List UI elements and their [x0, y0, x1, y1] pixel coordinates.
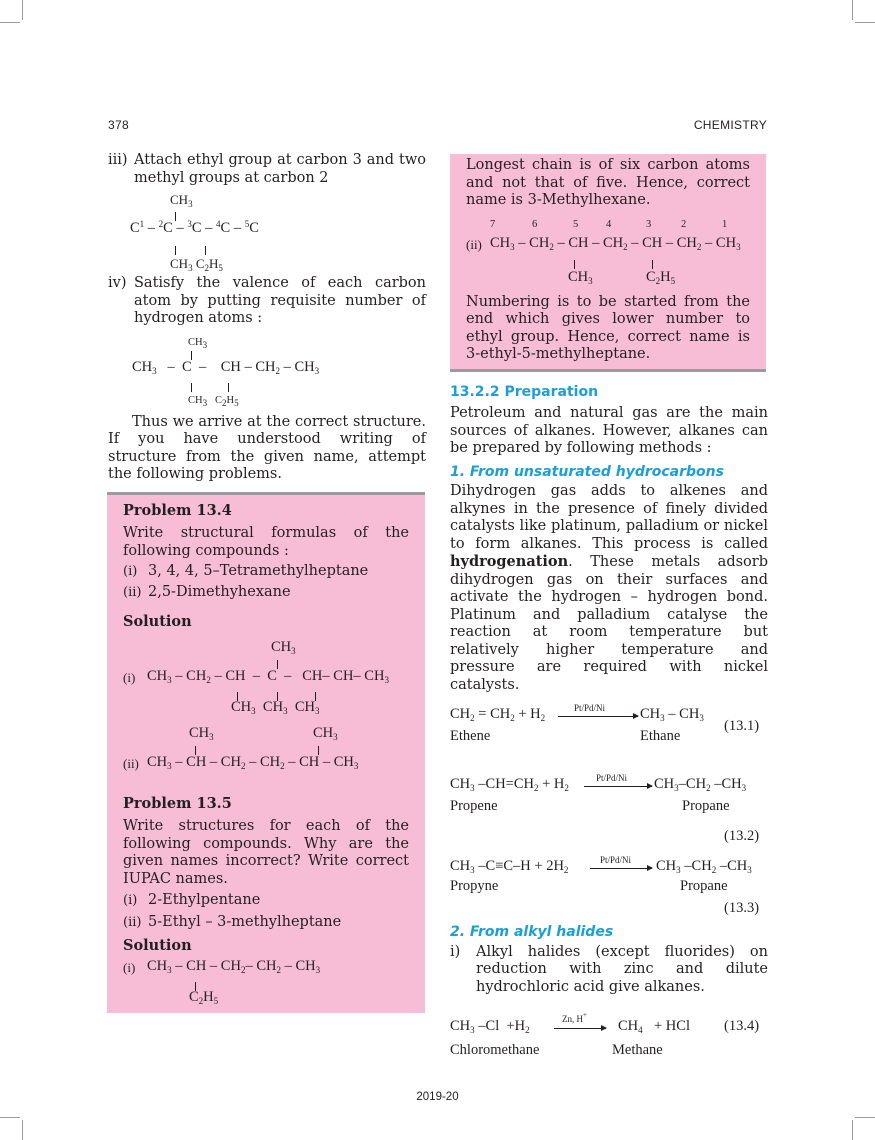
crop-mark [852, 0, 853, 20]
equation-13-3 [450, 856, 768, 918]
carbon-number: 6 [532, 218, 538, 230]
equation-label: (13.2) [724, 828, 760, 844]
reactant-name: Propyne [450, 878, 499, 894]
reactants: $CH_2 = CH_2 + H_2$ [450, 706, 546, 723]
methyl-right: $CH_3$ [313, 724, 338, 742]
method-2-item [450, 944, 768, 997]
reactants: $CH_3$ $-C\equiv C-H + 2H_2$ [450, 858, 569, 875]
method-2-item-number: i) [450, 943, 461, 960]
crop-mark [852, 1120, 853, 1140]
bottom-groups: $CH_3$ $C_2H_5$ [188, 394, 239, 408]
crop-mark [0, 22, 20, 23]
step-4-text: Satisfy the valence of each carbon atom by putting requisite number of hydrogen atoms : [134, 275, 426, 326]
item-label: (ii) [466, 236, 482, 252]
main-chain: $CH_3$ – CH – $CH_2 - CH_2$ – CH – $CH_3$ [147, 753, 359, 771]
product-name: Methane [612, 1042, 663, 1058]
conclusion-paragraph: Thus we arrive at the correct structure. If you have understood writing of structure from the given name, attempt the following problems. [108, 413, 426, 482]
step-4-number: iv) [108, 275, 127, 291]
running-title: CHEMISTRY [693, 118, 767, 132]
catalyst-label: Zn, H+ [562, 1011, 587, 1024]
problem-13-4-items [123, 563, 409, 601]
box-paragraph-2: Numbering is to be started from the end which gives lower number to ethyl group. Hence, correct name is 3-ethyl-5-methylheptane. [466, 293, 750, 362]
reactants: $CH_3$ $-Cl +H_2$ [450, 1018, 530, 1035]
problem-13-5-prompt: Write structures for each of the following compounds. Why are the given names incorrect? Write correct IUPAC names. [123, 818, 409, 887]
carbon-number: 4 [606, 218, 612, 230]
method-2-title: 2. From alkyl halides [450, 924, 614, 940]
equation-label: (13.1) [724, 718, 760, 734]
method-1-title: 1. From unsaturated hydrocarbons [450, 463, 724, 480]
crop-mark [22, 0, 23, 20]
reaction-arrow [558, 716, 638, 717]
equation-label: (13.3) [724, 900, 760, 916]
problem-box-left [107, 492, 425, 1013]
page-number: 378 [108, 118, 129, 132]
product-name: Propane [680, 878, 728, 894]
problem-13-4-solution-label: Solution [123, 613, 192, 630]
item-label: (ii) [123, 755, 139, 771]
reaction-arrow [590, 868, 652, 869]
top-methyl: $CH_3$ [170, 192, 193, 209]
reactant-name: Ethene [450, 728, 491, 744]
bottom-groups: $CH_3$ $C_2H_5$ [170, 256, 223, 273]
page-footer: 2019-20 [416, 1091, 459, 1103]
carbon-number: 5 [573, 218, 579, 230]
equation-label: (13.4) [724, 1018, 760, 1034]
main-chain: $CH_3 - CH_2$ – CH – C – CH– CH– $CH_3$ [147, 667, 389, 685]
ethyl-branch: $C_2H_5$ [646, 268, 676, 286]
solution-structure-1 [123, 637, 409, 717]
list-item: (ii) 5-Ethyl – 3-methylheptane [123, 913, 342, 930]
reactant-name: Propene [450, 798, 498, 814]
catalyst-label: Pt/Pd/Ni [574, 703, 606, 713]
step-3-structure [108, 189, 426, 271]
solution-structure-4 [466, 210, 750, 290]
hcl: + HCl [654, 1018, 690, 1034]
crop-mark [22, 1120, 23, 1140]
step-3-number: iii) [108, 152, 128, 168]
reactants: $CH_3$ $-CH=CH_2 + H_2$ [450, 776, 569, 793]
problem-13-4-prompt: Write structural formulas of the following compounds : [123, 525, 409, 559]
crop-mark [0, 1117, 20, 1118]
solution-structure-3 [123, 957, 409, 1009]
catalyst-label: Pt/Pd/Ni [596, 773, 628, 783]
products: $CH_4$ [618, 1018, 643, 1035]
left-column [108, 152, 426, 1013]
main-chain: $CH_3$ – C – CH – $CH_2 - CH_3$ [132, 358, 320, 376]
crop-mark [855, 22, 875, 23]
solution-structure-2 [123, 725, 409, 787]
item-label: (i) [123, 669, 136, 685]
reactant-name: Chloromethane [450, 1042, 540, 1058]
reaction-arrow [584, 786, 652, 787]
carbon-number: 1 [722, 218, 728, 230]
box-paragraph-1: Longest chain is of six carbon atoms and not that of five. Hence, correct name is 3-Methylhexane. [466, 157, 750, 208]
products: $CH_3-CH_2$ $-CH_3$ [654, 776, 747, 793]
list-item: (i) 2-Ethylpentane [123, 892, 261, 908]
main-chain: $CH_3$ – CH – $CH_2-$ $CH_2 - CH_3$ [147, 957, 321, 975]
problem-13-4-title: Problem 13.4 [123, 501, 232, 519]
step-3-text: Attach ethyl group at carbon 3 and two methyl groups at carbon 2 [134, 152, 426, 186]
right-column [450, 154, 768, 1066]
problem-13-5-title: Problem 13.5 [123, 794, 232, 812]
method-2-item-text: Alkyl halides (except fluorides) on reduction with zinc and dilute hydrochloric acid give alkanes. [476, 943, 768, 995]
methyl-branch: $CH_3$ [568, 268, 593, 286]
method-1-paragraph: Dihydrogen gas adds to alkenes and alkynes in the presence of finely divided catalysts like platinum, palladium or nickel to form alkanes. This process is called hydrogenation. These metals adsorb dihydrogen gas on their surfaces and activate the hydrogen – hydrogen bond. Platinum and palladium catalyse the reaction at room temperature but relatively higher temperature and pressure are required with nickel catalysts. [450, 483, 768, 693]
problem-box-right [450, 154, 766, 372]
step-4-structure [108, 330, 426, 414]
equation-13-2 [450, 774, 768, 850]
item-label: (i) [123, 959, 136, 975]
ethyl-branch: $C_2H_5$ [189, 988, 219, 1006]
products: $CH_3 - CH_3$ [640, 706, 704, 723]
problem-13-5-solution-label: Solution [123, 937, 192, 954]
top-methyl: $CH_3$ [188, 336, 208, 350]
equation-13-1 [450, 704, 768, 762]
step-3 [108, 152, 426, 187]
methyl-left: $CH_3$ [189, 724, 214, 742]
step-4 [108, 275, 426, 328]
main-chain: $CH_3 - CH_2$ – CH – $CH_2$ – CH – $CH_2 - CH_3$ [490, 234, 741, 252]
crop-mark [855, 1117, 875, 1118]
products: $CH_3$ $-CH_2$ $-CH_3$ [656, 858, 752, 875]
product-name: Propane [682, 798, 730, 814]
list-item: (i) 3, 4, 4, 5–Tetramethylheptane [123, 563, 369, 579]
section-intro: Petroleum and natural gas are the main sources of alkanes. However, alkanes can be prepared by following methods : [450, 405, 768, 456]
bottom-groups: $CH_3$ $CH_3$ $CH_3$ [231, 698, 320, 716]
product-name: Ethane [640, 728, 681, 744]
section-title: 13.2.2 Preparation [450, 383, 599, 400]
carbon-number: 7 [490, 218, 496, 230]
equation-13-4 [450, 1011, 768, 1066]
carbon-chain: $C^1 - ^2C - ^3C - ^4C - ^5C$ [130, 219, 259, 236]
top-methyl: $CH_3$ [271, 638, 296, 656]
carbon-number: 3 [646, 218, 652, 230]
problem-13-5-items [123, 892, 409, 931]
list-item: (ii) 2,5-Dimethyhexane [123, 583, 291, 600]
catalyst-label: Pt/Pd/Ni [600, 855, 632, 865]
reaction-arrow [554, 1028, 606, 1029]
carbon-number: 2 [681, 218, 687, 230]
